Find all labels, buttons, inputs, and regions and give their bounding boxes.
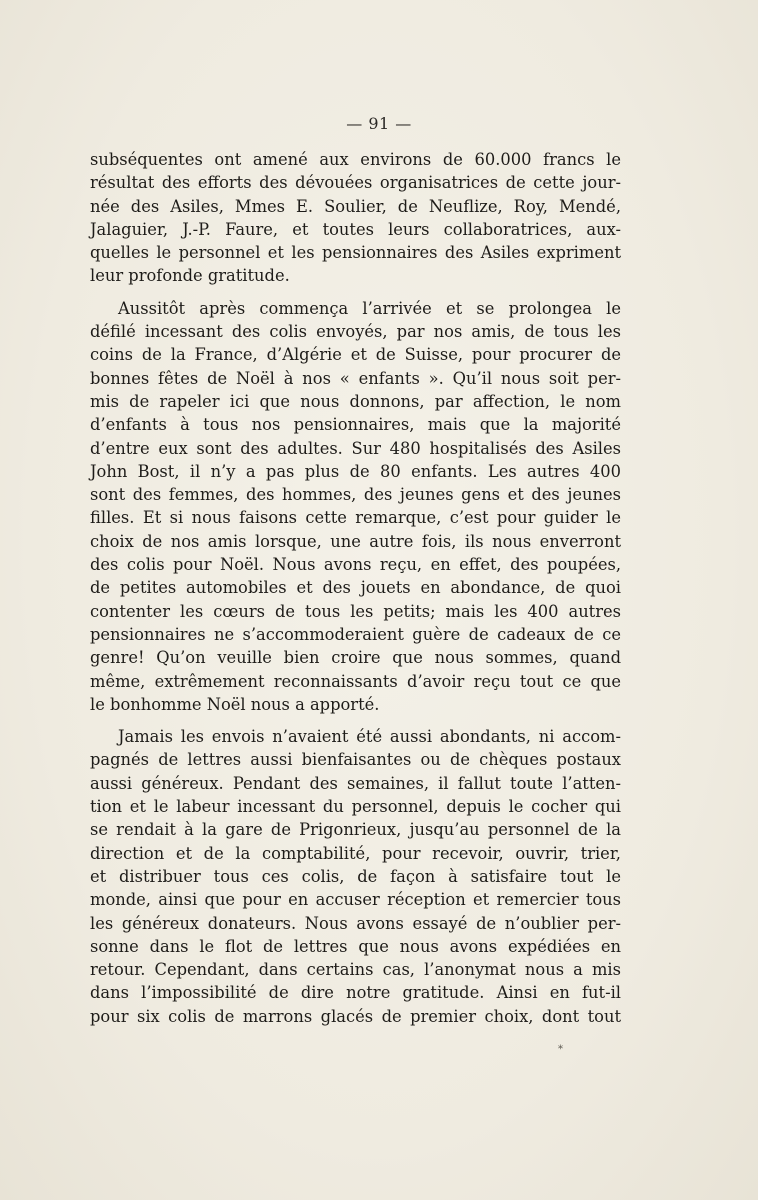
page-number: — 91 — — [346, 114, 412, 133]
body-text — [90, 148, 621, 1028]
text-line: coins de la France, d’Algérie et de Suisse, pour procurer de — [90, 345, 621, 365]
footer-mark: * — [558, 1044, 563, 1055]
text-line: bonnes fêtes de Noël à nos « enfants ». Qu’il nous soit per- — [90, 368, 621, 388]
text-line: monde, ainsi que pour en accuser réception et remercier tous — [90, 890, 621, 910]
text-line: pagnés de lettres aussi bienfaisantes ou de chèques postaux — [90, 750, 621, 770]
text-line: genre! Qu’on veuille bien croire que nous sommes, quand — [90, 648, 621, 668]
text-line: le bonhomme Noël nous a apporté. — [90, 694, 380, 714]
text-line: même, extrêmement reconnaissants d’avoir reçu tout ce que — [90, 671, 621, 691]
text-line: pensionnaires ne s’accommoderaient guère de cadeaux de ce — [90, 624, 621, 644]
text-line: retour. Cependant, dans certains cas, l’anonymat nous a mis — [90, 960, 621, 980]
paragraph-1 — [90, 148, 621, 288]
text-line: tion et le labeur incessant du personnel, depuis le cocher qui — [90, 797, 621, 817]
text-line: direction et de la comptabilité, pour recevoir, ouvrir, trier, — [90, 843, 621, 863]
text-line: sonne dans le flot de lettres que nous avons expédiées en — [90, 936, 621, 956]
text-line: subséquentes ont amené aux environs de 60.000 francs le — [90, 150, 621, 169]
text-line: de petites automobiles et des jouets en abondance, de quoi — [90, 578, 621, 598]
text-line: leur profonde gratitude. — [90, 266, 290, 286]
paragraph-3 — [90, 725, 621, 1028]
text-line: des colis pour Noël. Nous avons reçu, en effet, des poupées, — [90, 555, 621, 575]
text-line: dans l’impossibilité de dire notre gratitude. Ainsi en fut-il — [90, 983, 621, 1003]
text-line: se rendait à la gare de Prigonrieux, jusqu’au personnel de la — [90, 820, 621, 840]
text-line: filles. Et si nous faisons cette remarque, c’est pour guider le — [90, 508, 621, 528]
text-line: défilé incessant des colis envoyés, par nos amis, de tous les — [90, 322, 621, 342]
text-line: Jalaguier, J.-P. Faure, et toutes leurs collaboratrices, aux- — [90, 219, 621, 239]
text-line: sont des femmes, des hommes, des jeunes gens et des jeunes — [90, 485, 621, 505]
paragraph-2 — [90, 297, 621, 716]
text-line: contenter les cœurs de tous les petits; mais les 400 autres — [90, 601, 621, 621]
text-line: d’enfants à tous nos pensionnaires, mais que la majorité — [90, 415, 621, 435]
text-line: mis de rapeler ici que nous donnons, par affection, le nom — [90, 391, 621, 411]
text-line: John Bost, il n’y a pas plus de 80 enfants. Les autres 400 — [90, 461, 621, 481]
text-line: d’entre eux sont des adultes. Sur 480 hospitalisés des Asiles — [90, 438, 621, 458]
text-line: résultat des efforts des dévouées organisatrices de cette jour- — [90, 173, 621, 193]
text-line: aussi généreux. Pendant des semaines, il fallut toute l’atten- — [90, 773, 621, 793]
text-line: Aussitôt après commença l’arrivée et se prolongea le — [118, 298, 621, 318]
text-line: quelles le personnel et les pensionnaires des Asiles expriment — [90, 243, 621, 263]
text-line: Jamais les envois n’avaient été aussi abondants, ni accom- — [118, 727, 621, 747]
text-line: née des Asiles, Mmes E. Soulier, de Neuflize, Roy, Mendé, — [90, 196, 621, 216]
text-line: les généreux donateurs. Nous avons essayé de n’oublier per- — [90, 913, 621, 933]
text-line: choix de nos amis lorsque, une autre fois, ils nous enverront — [90, 531, 621, 551]
text-line: et distribuer tous ces colis, de façon à satisfaire tout le — [90, 866, 621, 886]
text-line: pour six colis de marrons glacés de premier choix, dont tout — [90, 1006, 621, 1026]
